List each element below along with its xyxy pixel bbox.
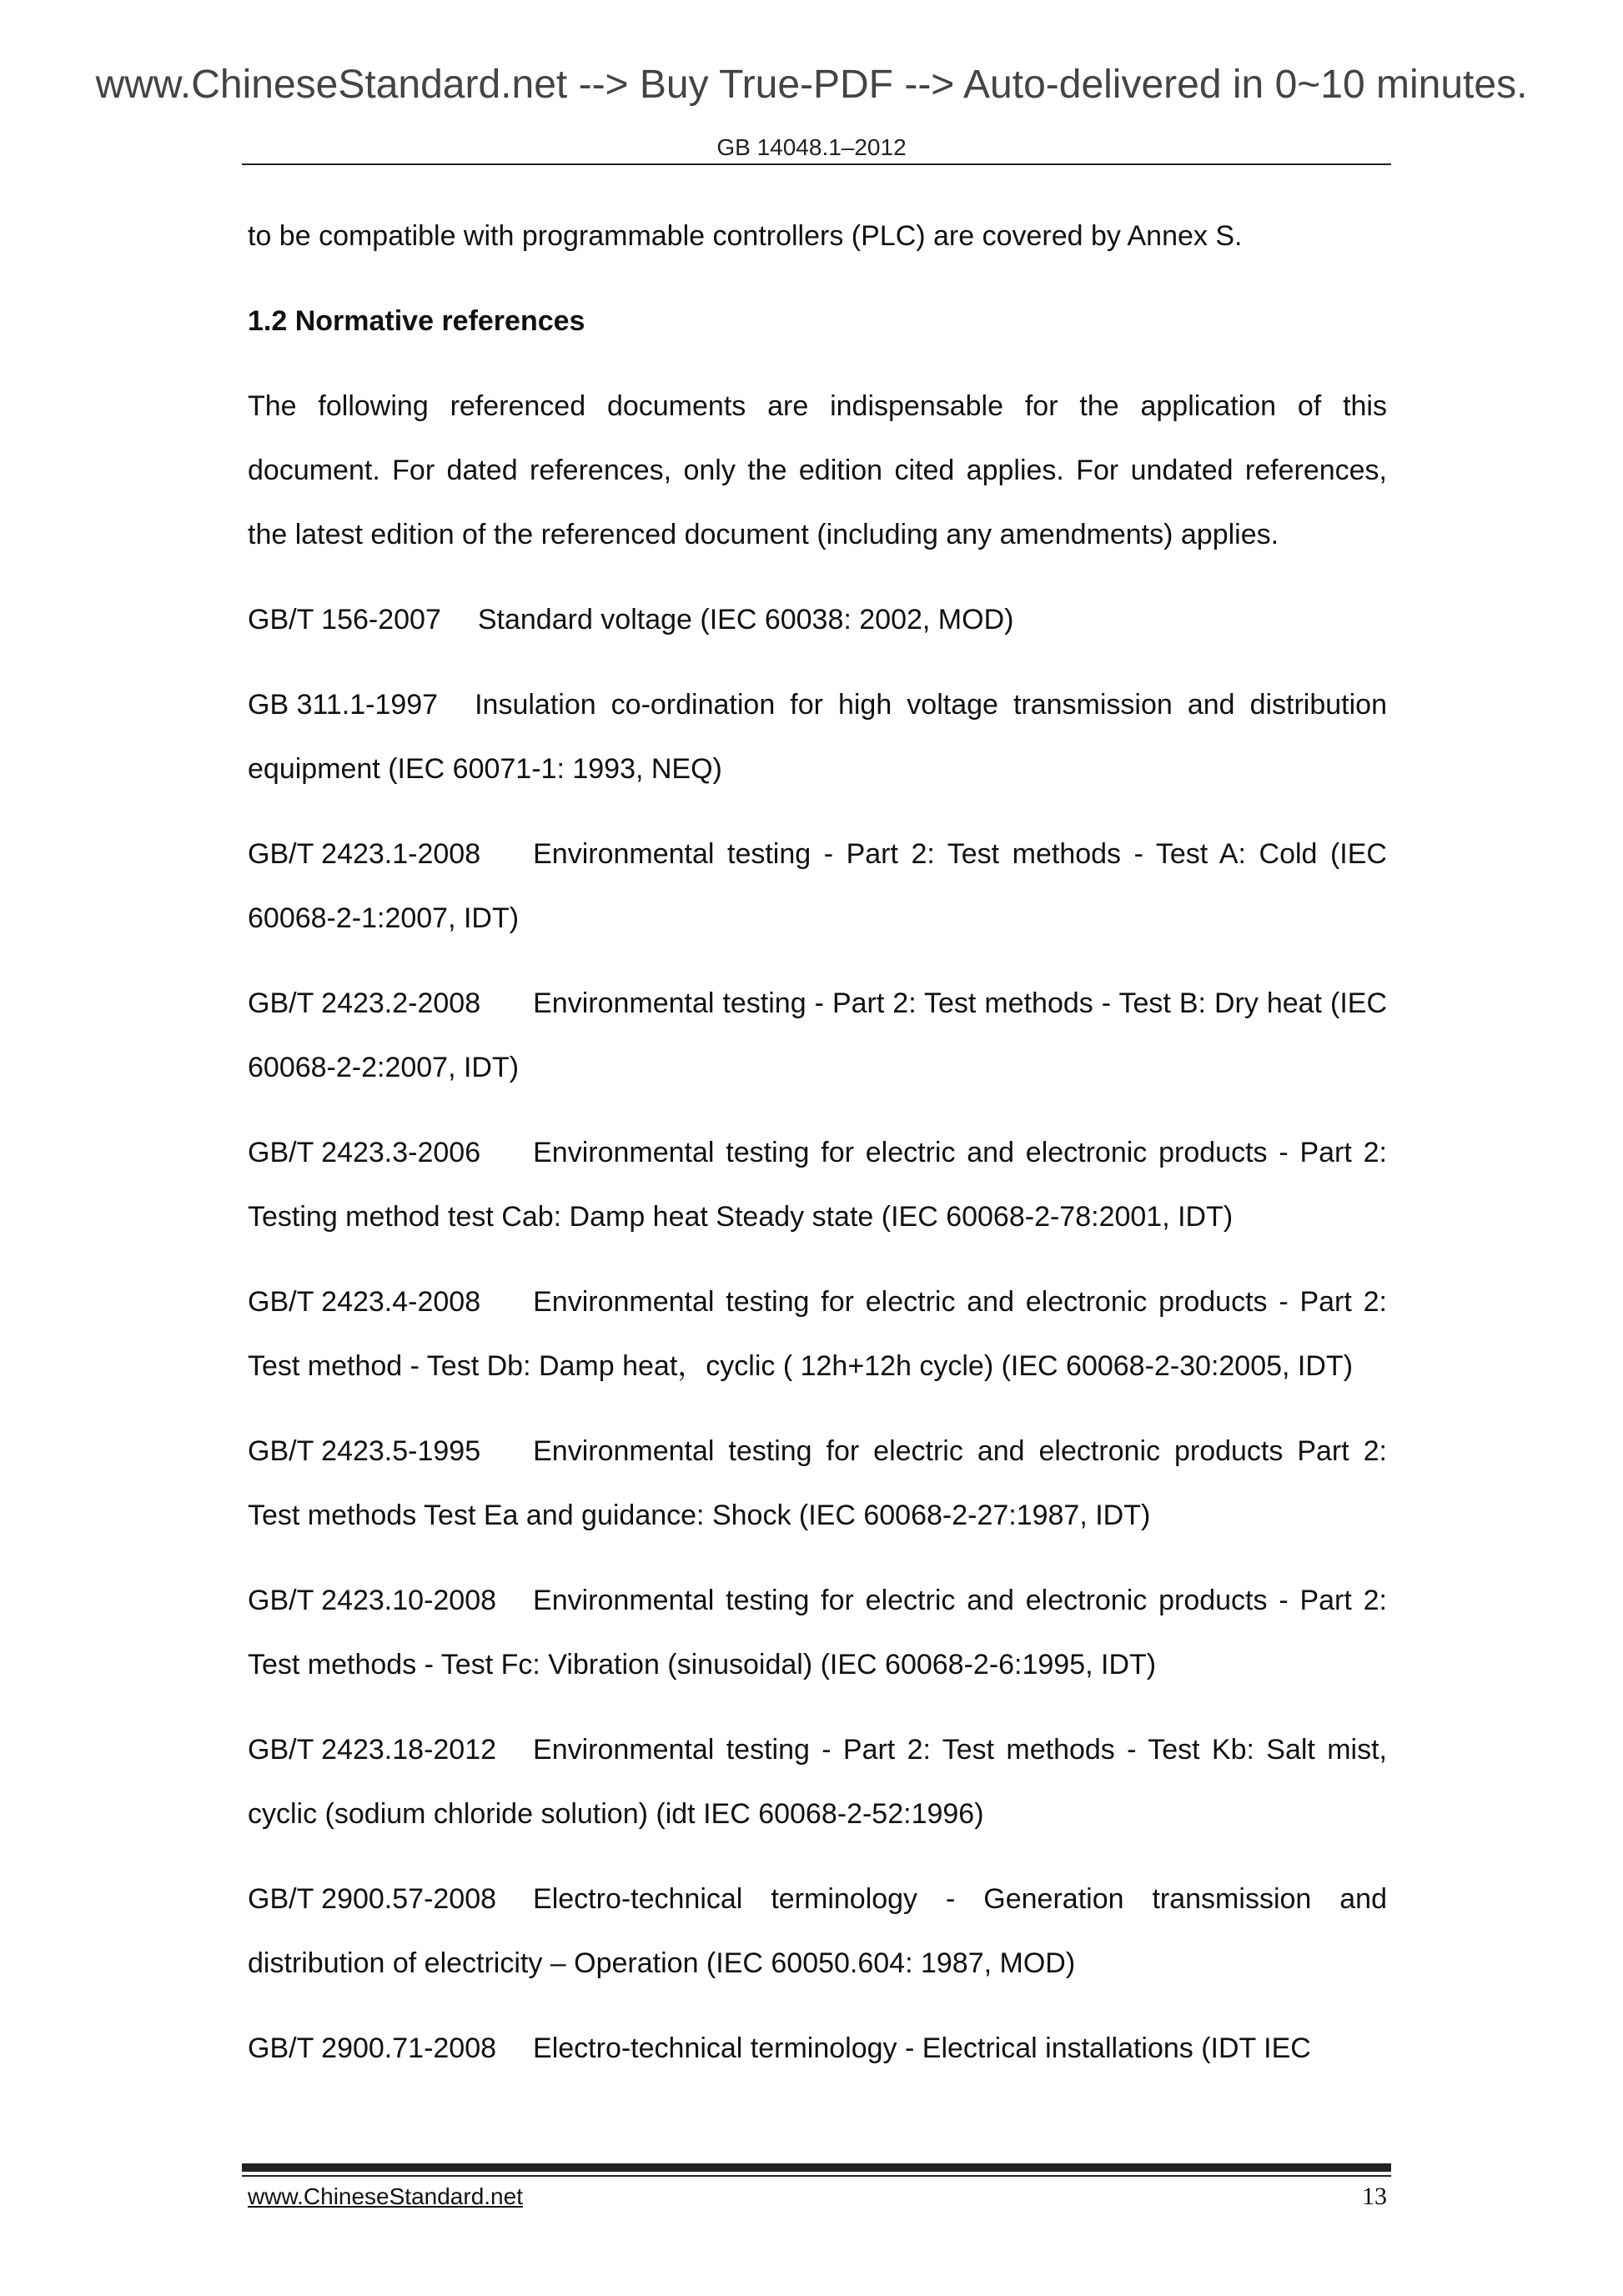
reference-title: Environmental testing - Part 2: Test methods - Test B: Dry heat (IEC 60068-2-2:2007, IDT)	[248, 987, 1387, 1083]
section-paragraph: The following referenced documents are indispensable for the application of this document. For dated references, only the edition cited applies. For undated references, the latest edition of the referenced document (including any amendments) applies.	[248, 390, 1387, 550]
reference-entry	[248, 972, 1387, 1100]
reference-title: Environmental testing for electric and electronic products - Part 2: Test methods - Test Fc: Vibration (sinusoidal) (IEC 60068-2-6:1995, IDT)	[248, 1585, 1387, 1681]
reference-title: Environmental testing - Part 2: Test methods - Test A: Cold (IEC 60068-2-1:2007, IDT)	[248, 838, 1387, 934]
page-body	[248, 204, 1387, 2102]
reference-entry	[248, 1270, 1387, 1399]
reference-entry	[248, 1569, 1387, 1697]
reference-entry	[248, 1867, 1387, 1996]
footer-website-link[interactable]: www.ChineseStandard.net	[248, 2183, 523, 2209]
reference-entry	[248, 1419, 1387, 1548]
reference-title: Environmental testing for electric and electronic products - Part 2: Test method - Test Db: Damp heat，cyclic ( 12h+12h cycle) (IEC 60068-2-30:2005, IDT)	[248, 1286, 1387, 1382]
section-heading: 1.2 Normative references	[248, 305, 585, 337]
reference-code: GB/T 2423.5-1995	[248, 1435, 481, 1467]
footer-divider-thin	[242, 2175, 1391, 2177]
reference-entry	[248, 673, 1387, 801]
reference-title: Electro-technical terminology - Electrical installations (IDT IEC	[533, 2032, 1311, 2064]
purchase-banner: www.ChineseStandard.net --> Buy True-PDF --> Auto-delivered in 0~10 minutes.	[95, 63, 1528, 107]
reference-code: GB/T 2423.10-2008	[248, 1585, 497, 1616]
reference-entry	[248, 588, 1387, 652]
reference-code: GB 311.1-1997	[248, 689, 439, 721]
reference-code: GB/T 156-2007	[248, 604, 441, 636]
intro-line: to be compatible with programmable controllers (PLC) are covered by Annex S.	[248, 220, 1243, 252]
reference-code: GB/T 2423.1-2008	[248, 838, 481, 870]
reference-code: GB/T 2423.4-2008	[248, 1286, 481, 1318]
reference-code: GB/T 2423.3-2006	[248, 1137, 481, 1168]
reference-code: GB/T 2900.71-2008	[248, 2032, 497, 2064]
reference-entry	[248, 1718, 1387, 1846]
footer-divider-thick	[242, 2163, 1391, 2172]
reference-title: Electro-technical terminology - Generation transmission and distribution of electricity – Operation (IEC 60050.604: 1987, MOD)	[248, 1883, 1387, 1979]
reference-code: GB/T 2423.2-2008	[248, 987, 481, 1019]
reference-code: GB/T 2423.18-2012	[248, 1734, 497, 1766]
reference-title: Insulation co-ordination for high voltage transmission and distribution equipment (IEC 60071-1: 1993, NEQ)	[248, 689, 1387, 785]
reference-title: Environmental testing - Part 2: Test methods - Test Kb: Salt mist, cyclic (sodium chloride solution) (idt IEC 60068-2-52:1996)	[248, 1734, 1387, 1830]
document-id: GB 14048.1–2012	[716, 134, 907, 160]
header-divider	[242, 163, 1391, 165]
reference-title: Standard voltage (IEC 60038: 2002, MOD)	[477, 604, 1014, 636]
reference-title: Environmental testing for electric and electronic products - Part 2: Testing method test Cab: Damp heat Steady state (IEC 60068-2-78:2001, IDT)	[248, 1137, 1387, 1233]
page-number: 13	[1362, 2183, 1387, 2210]
reference-title: Environmental testing for electric and electronic products Part 2: Test methods Test Ea and guidance: Shock (IEC 60068-2-27:1987, IDT)	[248, 1435, 1387, 1531]
reference-code: GB/T 2900.57-2008	[248, 1883, 497, 1915]
reference-entry	[248, 2017, 1387, 2081]
reference-entry	[248, 1121, 1387, 1249]
reference-entry	[248, 822, 1387, 951]
